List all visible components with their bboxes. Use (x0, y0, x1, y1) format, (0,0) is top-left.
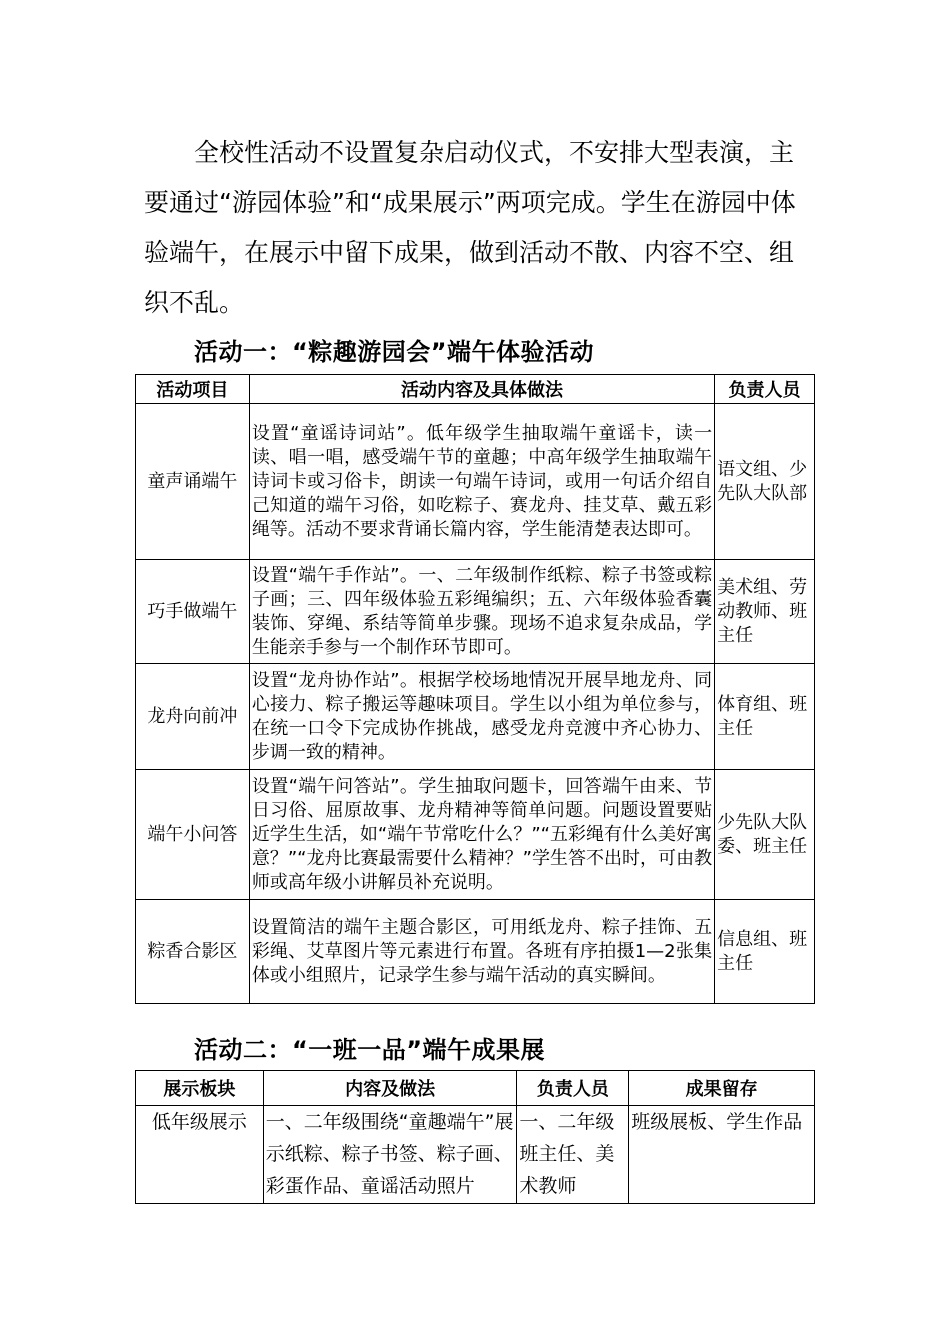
activity-item: 端午小问答 (136, 770, 250, 900)
activity-staff: 体育组、班主任 (715, 664, 815, 770)
table-header-row (136, 1071, 815, 1106)
activity-content: 设置“龙舟协作站”。根据学校场地情况开展旱地龙舟、同心接力、粽子搬运等趣味项目。学生以小组为单位参与，在统一口令下完成协作挑战，感受龙舟竞渡中齐心协力、步调一致的精神。 (249, 664, 714, 770)
activity-item: 粽香合影区 (136, 900, 250, 1004)
activity-staff: 信息组、班主任 (715, 900, 815, 1004)
header-cell: 展示板块 (136, 1071, 264, 1106)
table-row (136, 664, 815, 770)
activity-content: 设置简洁的端午主题合影区，可用纸龙舟、粽子挂饰、五彩绳、艾草图片等元素进行布置。各班有序拍摄1—2张集体或小组照片，记录学生参与端午活动的真实瞬间。 (249, 900, 714, 1004)
table-row (136, 1106, 815, 1204)
table-row (136, 770, 815, 900)
activity-staff: 少先队大队委、班主任 (715, 770, 815, 900)
display-staff: 一、二年级班主任、美术教师 (517, 1106, 629, 1204)
intro-text: 全校性活动不设置复杂启动仪式，不安排大型表演，主要通过“游园体验”和“成果展示”两项完成。学生在游园中体验端午，在展示中留下成果，做到活动不散、内容不空、组织不乱。 (144, 138, 796, 317)
activity-staff: 语文组、少先队大队部 (715, 404, 815, 560)
display-result: 班级展板、学生作品 (629, 1106, 815, 1204)
activity-item: 童声诵端午 (136, 404, 250, 560)
header-cell: 负责人员 (715, 375, 815, 404)
table-row (136, 900, 815, 1004)
header-cell: 负责人员 (517, 1071, 629, 1106)
display-content: 一、二年级围绕“童趣端午”展示纸粽、粽子书签、粽子画、彩蛋作品、童谣活动照片 (263, 1106, 517, 1204)
activity-content: 设置“端午手作站”。一、二年级制作纸粽、粽子书签或粽子画；三、四年级体验五彩绳编织；五、六年级体验香囊装饰、穿绳、系结等简单步骤。现场不追求复杂成品，学生能亲手参与一个制作环节即可。 (249, 560, 714, 664)
activity2-heading: 活动二：“一班一品”端午成果展 (194, 1036, 546, 1064)
table-header-row (136, 375, 815, 404)
activity1-table (135, 374, 815, 1004)
activity-item: 龙舟向前冲 (136, 664, 250, 770)
activity1-heading: 活动一：“粽趣游园会”端午体验活动 (194, 338, 595, 366)
activity-staff: 美术组、劳动教师、班主任 (715, 560, 815, 664)
intro-paragraph (144, 128, 804, 328)
table-row (136, 560, 815, 664)
activity-content: 设置“端午问答站”。学生抽取问题卡，回答端午由来、节日习俗、屈原故事、龙舟精神等简单问题。问题设置要贴近学生生活，如“端午节常吃什么？”“五彩绳有什么美好寓意？”“龙舟比赛最需要什么精神？”学生答不出时，可由教师或高年级小讲解员补充说明。 (249, 770, 714, 900)
activity-item: 巧手做端午 (136, 560, 250, 664)
header-cell: 活动内容及具体做法 (249, 375, 714, 404)
header-cell: 成果留存 (629, 1071, 815, 1106)
header-cell: 活动项目 (136, 375, 250, 404)
activity-content: 设置“童谣诗词站”。低年级学生抽取端午童谣卡，读一读、唱一唱，感受端午节的童趣；中高年级学生抽取端午诗词卡或习俗卡，朗读一句端午诗词，或用一句话介绍自己知道的端午习俗，如吃粽子、赛龙舟、挂艾草、戴五彩绳等。活动不要求背诵长篇内容，学生能清楚表达即可。 (249, 404, 714, 560)
activity2-table (135, 1070, 815, 1204)
table-row (136, 404, 815, 560)
display-section: 低年级展示 (136, 1106, 264, 1204)
header-cell: 内容及做法 (263, 1071, 517, 1106)
